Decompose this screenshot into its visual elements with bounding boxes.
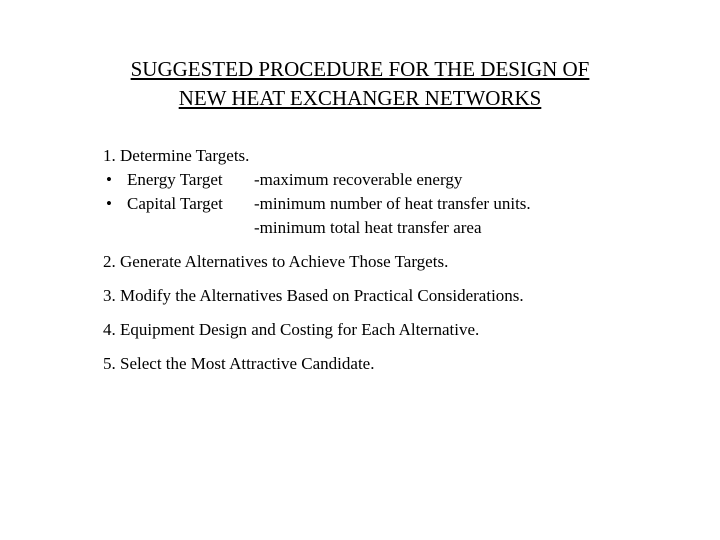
bullet-description: -maximum recoverable energy — [254, 170, 463, 189]
step-5: 5. Select the Most Attractive Candidate. — [103, 354, 375, 373]
title-line-2: NEW HEAT EXCHANGER NETWORKS — [178, 86, 542, 110]
slide-title — [40, 55, 680, 113]
title-line-1: SUGGESTED PROCEDURE FOR THE DESIGN OF — [130, 57, 590, 81]
bullet-description: -minimum total heat transfer area — [254, 218, 482, 237]
bullet-description: -minimum number of heat transfer units. — [254, 194, 531, 213]
bullet-capital-target-continuation — [103, 216, 703, 240]
step-1: 1. Determine Targets. — [103, 146, 250, 165]
bullet-icon: • — [106, 170, 112, 189]
step-4: 4. Equipment Design and Costing for Each Alternative. — [103, 320, 480, 339]
bullet-icon: • — [106, 194, 112, 213]
bullet-energy-target — [103, 168, 703, 192]
procedure-list — [103, 144, 703, 376]
bullet-capital-target — [103, 192, 703, 216]
step-3: 3. Modify the Alternatives Based on Practical Considerations. — [103, 286, 524, 305]
bullet-label: Energy Target — [127, 170, 223, 189]
step-2: 2. Generate Alternatives to Achieve Those Targets. — [103, 252, 449, 271]
bullet-label: Capital Target — [127, 194, 223, 213]
